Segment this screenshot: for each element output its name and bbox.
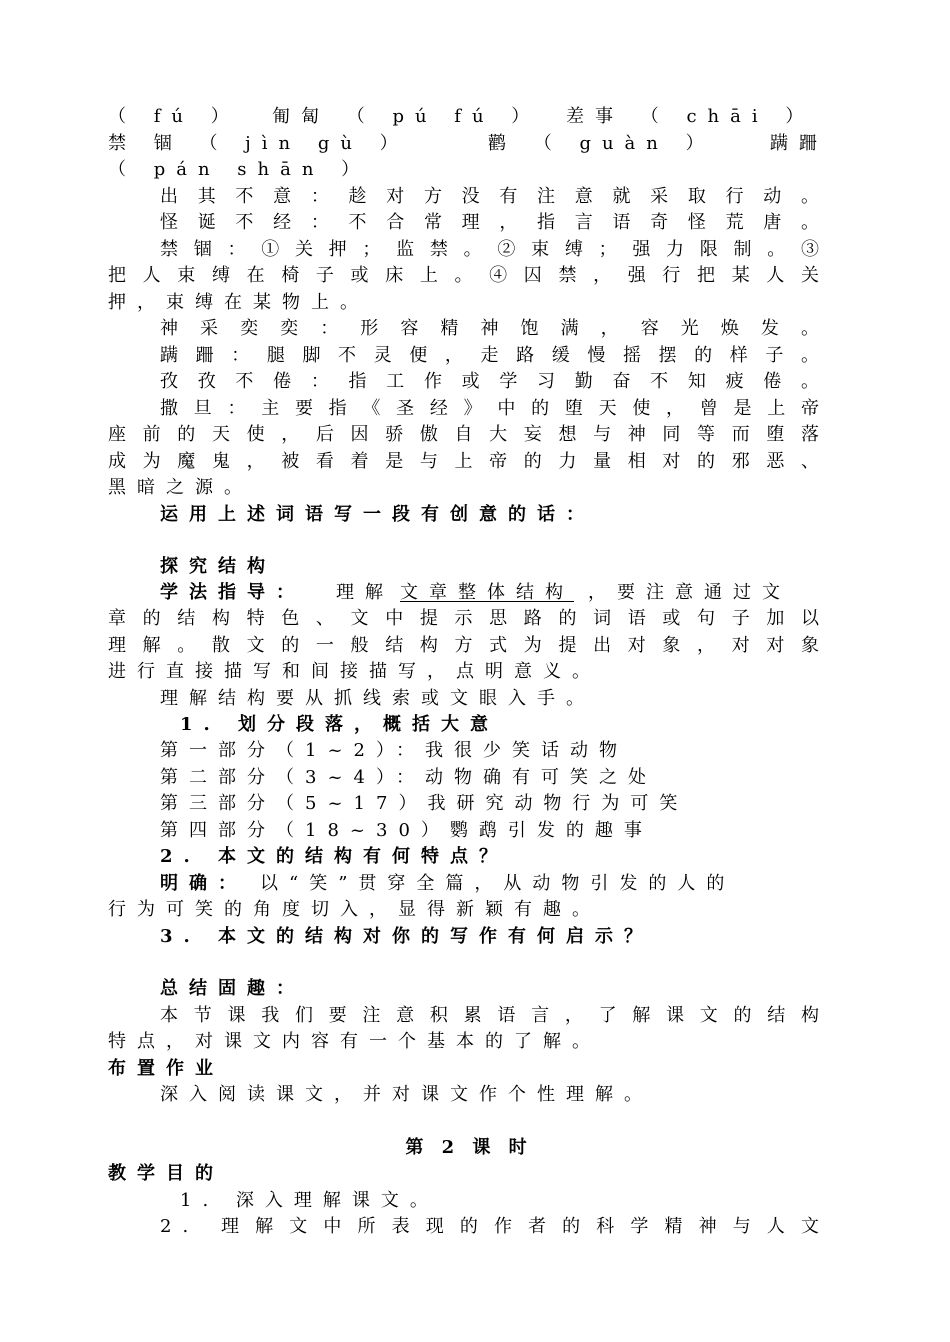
def-sadan-line1: 撒旦：主要指《圣经》中的堕天使，曾是上帝 <box>160 398 830 419</box>
part-1: 第一部分（1~2）：我很少笑话动物 <box>160 740 628 761</box>
method-guide-underlined: 文章整体结构 <box>400 582 574 603</box>
def-guaidanbujing: 怪诞不经：不合常理，指言语奇怪荒唐。 <box>160 212 830 233</box>
answer-line2: 行为可笑的角度切入，显得新颖有趣。 <box>108 899 601 920</box>
question-1: 1. 划分段落，概括大意 <box>180 714 500 735</box>
def-jingu-line2: 把人束缚在椅子或床上。④囚禁，强行把某人关 <box>108 265 830 286</box>
section-heading-summary: 总结固趣： <box>160 978 305 999</box>
def-jingu-line3: 押，束缚在某物上。 <box>108 292 369 313</box>
goal-1: 1. 深入理解课文。 <box>180 1190 439 1211</box>
vocab-jingu: 禁 锢 （ jìn gù ） <box>108 133 409 154</box>
vocab-guan: 鹳 （ guàn ） <box>488 133 715 154</box>
method-guide-line2: 章的结构特色、文中提示思路的词语或句子加以 <box>108 608 830 629</box>
method-guide-line3: 理解。散文的一般结构方式为提出对象，对对象 <box>108 635 830 656</box>
goal-2: 2. 理解文中所表现的作者的科学精神与人文 <box>160 1216 830 1237</box>
def-jingu-line1: 禁锢：①关押；监禁。②束缚；强力限制。③ <box>160 239 830 260</box>
method-guide-post: ，要注意通过文 <box>588 582 791 603</box>
part-4: 第四部分（18~30）鹦鹉引发的趣事 <box>160 820 653 841</box>
section-heading-structure: 探究结构 <box>160 556 276 577</box>
question-2: 2. 本文的结构有何特点？ <box>160 846 509 867</box>
vocab-line-fu-pufu-chai <box>108 104 830 130</box>
answer-label: 明确： <box>160 873 247 894</box>
summary-line2: 特点，对课文内容有一个基本的了解。 <box>108 1031 601 1052</box>
def-sadan-line4: 黑暗之源。 <box>108 477 253 498</box>
vocab-line-jingu-guan-panshan <box>108 131 830 157</box>
section-heading-homework: 布置作业 <box>108 1058 224 1079</box>
vocab-pufu: 匍匐 （ pú fú ） <box>272 106 541 127</box>
vocab-panshan-pinyin: （ pán shān ） <box>108 159 371 180</box>
method-guide-pre: 理解 <box>336 582 394 603</box>
question-3: 3. 本文的结构对你的写作有何启示？ <box>160 926 654 947</box>
lesson2-title: 第 2 课 时 <box>405 1137 533 1158</box>
method-guide-line5: 理解结构要从抓线索或文眼入手。 <box>160 688 595 709</box>
homework-text: 深入阅读课文，并对课文作个性理解。 <box>160 1084 653 1105</box>
method-guide-line4: 进行直接描写和间接描写，点明意义。 <box>108 661 601 682</box>
part-2: 第二部分（3~4）：动物确有可笑之处 <box>160 767 657 788</box>
def-shencaiyiyi: 神采奕奕：形容精神饱满，容光焕发。 <box>160 318 830 339</box>
vocab-panshan: 蹒跚 <box>770 133 828 154</box>
def-sadan-line3: 成为魔鬼，被看着是与上帝的力量相对的邪恶、 <box>108 451 830 472</box>
vocab-fu: （ fú ） <box>108 106 240 127</box>
def-chuqibuyi: 出其不意：趁对方没有注意就采取行动。 <box>160 186 830 207</box>
answer-line1 <box>160 871 830 897</box>
def-sadan-line2: 座前的天使，后因骄傲自大妄想与神同等而堕落 <box>108 424 830 445</box>
vocab-chaishi: 差事 （ chāi ） <box>566 106 815 127</box>
def-zizibujuan: 孜孜不倦：指工作或学习勤奋不知疲倦。 <box>160 371 830 392</box>
method-guide-label: 学法指导： <box>160 582 305 603</box>
def-panshan: 蹒跚：腿脚不灵便，走路缓慢摇摆的样子。 <box>160 345 830 366</box>
part-3: 第三部分（5~17）我研究动物行为可笑 <box>160 793 689 814</box>
method-guide-line1 <box>160 580 830 606</box>
writing-task: 运用上述词语写一段有创意的话： <box>160 504 595 525</box>
section-heading-goals: 教学目的 <box>108 1163 224 1184</box>
summary-line1: 本节课我们要注意积累语言，了解课文的结构 <box>160 1005 830 1026</box>
answer-text: 以“笑”贯穿全篇，从动物引发的人的 <box>260 873 736 894</box>
